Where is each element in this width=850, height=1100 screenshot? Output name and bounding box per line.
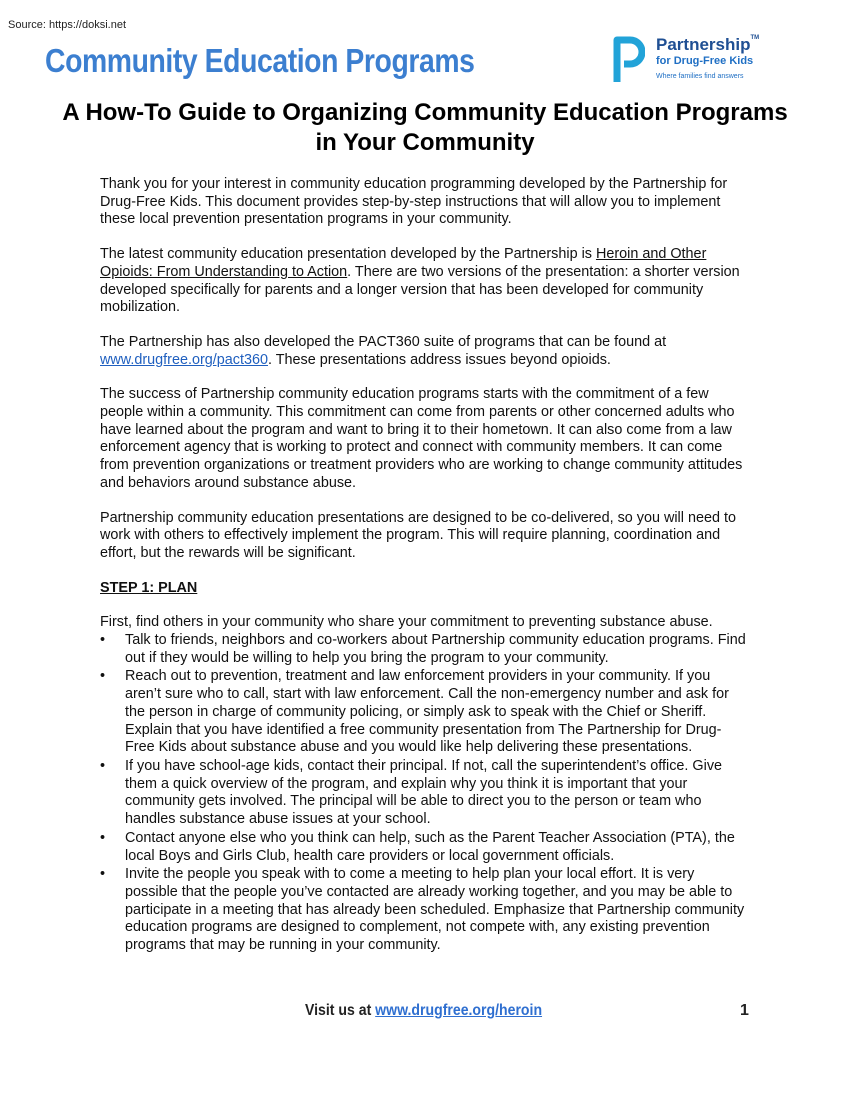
list-item [100, 866, 750, 955]
logo-name: Partnership [656, 35, 751, 54]
footer-prefix: Visit us at [305, 1002, 376, 1019]
bullet-text: Contact anyone else who you think can help, such as the Parent Teacher Association (PTA), the local Boys and Girls Club, health care providers or local government officials. [125, 829, 735, 864]
list-item [100, 758, 750, 829]
logo-tagline: Where families find answers [656, 73, 744, 80]
bullet-icon: • [100, 829, 106, 846]
bullet-text: Reach out to prevention, treatment and law enforcement providers in your community. If you aren’t sure who to call, start with law enforcement. Call the non-emergency number and ask for the person in charge of community policing, or simply ask to speak with the Chief or Sheriff. Explain that you have identified a free community presentation from The Partnership for Drug-Free Kids about substance abuse and you would like help delivering these presentations. [125, 668, 729, 756]
intro-paragraph: Thank you for your interest in community education programming developed by the Partnership for Drug-Free Kids. This document provides step-by-step instructions that will allow you to implement these local prevention presentation programs in your community. [100, 176, 728, 228]
codelivered-paragraph: Partnership community education presentations are designed to be co-delivered, so you will need to work with others to effectively implement the program. This will require planning, coordination and effort, but the rewards will be significant. [100, 509, 736, 561]
partnership-logo[interactable] [613, 33, 783, 88]
bullet-text: Talk to friends, neighbors and co-workers about Partnership community education programs. Find out if they would be willing to help you bring the program to your community. [125, 632, 746, 666]
bullet-text: Invite the people you speak with to come a meeting to help plan your local effort. It is very possible that the people you’ve contacted are already working together, and you may be able to participate in a meeting that has already been scheduled. Emphasize that Partnership community education programs are designed to complement, not compete with, any existing prevention programs that may be running in your community. [125, 866, 745, 954]
pact360-link[interactable]: www.drugfree.org/pact360 [100, 351, 268, 368]
step1-heading: STEP 1: PLAN [100, 579, 198, 596]
footer-heroin-link[interactable]: www.drugfree.org/heroin [375, 1002, 543, 1019]
list-item [100, 632, 750, 667]
document-title: A How-To Guide to Organizing Community Education Programs in Your Community [62, 99, 788, 156]
latest-text-before: The latest community education presentation developed by the Partnership is [100, 246, 596, 263]
pact-text-after: . These presentations address issues beyond opioids. [268, 351, 611, 368]
logo-trademark: TM [750, 35, 760, 41]
logo-subtitle: for Drug-Free Kids [656, 55, 754, 67]
bullet-text: If you have school-age kids, contact their principal. If not, call the superintendent’s office. Give them a quick overview of the program, and explain why you think it is important that your community gets involved. The principal will be able to direct you to the person or team who handles substance abuse issues at your school. [125, 757, 723, 828]
bullet-icon: • [100, 668, 106, 685]
document-body [100, 176, 750, 956]
latest-text-after: . There are two versions of the presentation: a shorter version developed specifically for parents and a longer version that has been developed for community mobilization. [100, 263, 740, 316]
step1-intro: First, find others in your community who share your commitment to preventing substance abuse. [100, 614, 713, 631]
footer-visit [305, 1002, 542, 1020]
pact-paragraph [100, 334, 750, 369]
success-paragraph: The success of Partnership community education programs starts with the commitment of a few people within a community. This commitment can come from parents or other concerned adults who have learned about the program and want to bring it to their hometown. It can also come from a law enforcement agency that is working to protect and connect with community members. It can come from prevention organizations or treatment providers who are working to change community attitudes and behaviors around substance abuse. [100, 386, 743, 491]
bullet-icon: • [100, 757, 106, 774]
page-number: 1 [740, 1002, 749, 1019]
pact-text-before: The Partnership has also developed the PACT360 suite of programs that can be found at [100, 333, 667, 350]
partnership-p-icon [613, 36, 645, 84]
bullet-icon: • [100, 632, 106, 649]
step1-bullet-list [100, 632, 750, 955]
banner-title: Community Education Programs [45, 42, 475, 79]
heroin-opioids-title-link[interactable]: Heroin and Other Opioids: From Understanding to Action [100, 246, 707, 280]
bullet-icon: • [100, 866, 106, 883]
source-line: Source: https://doksi.net [8, 19, 127, 31]
list-item [100, 668, 750, 757]
list-item [100, 830, 750, 865]
latest-paragraph [100, 246, 750, 317]
